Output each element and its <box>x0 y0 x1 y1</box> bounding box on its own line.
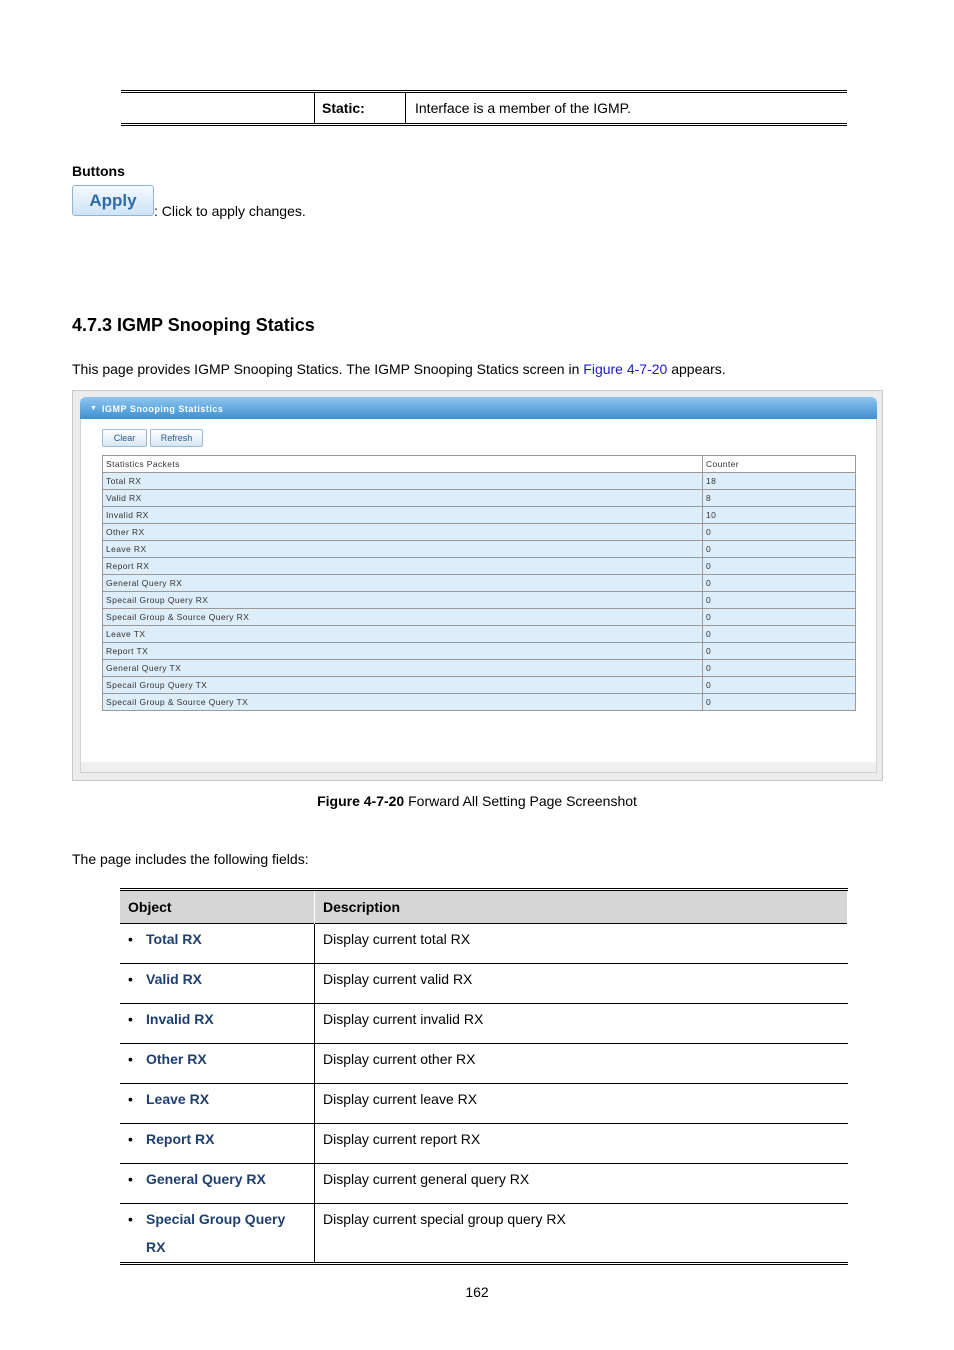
fields-row <box>120 1164 848 1204</box>
statistics-row <box>103 524 856 541</box>
top-table-empty-cell <box>121 93 315 123</box>
field-object <box>120 1124 315 1164</box>
statistics-counter-value: 0 <box>703 626 856 643</box>
apply-button[interactable]: Apply <box>72 185 154 216</box>
statistics-counter-value: 0 <box>703 609 856 626</box>
statistics-packet-name: Invalid RX <box>103 507 703 524</box>
intro-text-after: appears. <box>667 361 726 377</box>
statistics-packet-name: General Query RX <box>103 575 703 592</box>
bullet-icon: • <box>128 1011 133 1027</box>
fields-row <box>120 1124 848 1164</box>
bullet-icon: • <box>128 971 133 987</box>
field-description: Display current valid RX <box>315 964 848 1004</box>
caption-figure-number: Figure 4-7-20 <box>317 793 405 809</box>
field-object <box>120 964 315 1004</box>
field-object-label: Special Group Query RX <box>146 1211 286 1255</box>
field-description: Display current invalid RX <box>315 1004 848 1044</box>
statistics-row <box>103 541 856 558</box>
statistics-packet-name: Leave TX <box>103 626 703 643</box>
apply-description: : Click to apply changes. <box>154 203 306 219</box>
refresh-button[interactable]: Refresh <box>150 429 203 447</box>
panel-header[interactable] <box>80 397 877 419</box>
statistics-packet-name: Leave RX <box>103 541 703 558</box>
bullet-icon: • <box>128 1171 133 1187</box>
field-object <box>120 1084 315 1124</box>
statistics-packet-name: Report TX <box>103 643 703 660</box>
field-object <box>120 1204 315 1263</box>
statistics-row <box>103 677 856 694</box>
collapse-triangle-icon[interactable]: ▼ <box>90 405 98 412</box>
statistics-header-packets: Statistics Packets <box>103 456 703 473</box>
bullet-icon: • <box>128 1131 133 1147</box>
field-description: Display current general query RX <box>315 1164 848 1204</box>
statistics-row <box>103 575 856 592</box>
section-title: 4.7.3 IGMP Snooping Statics <box>72 315 315 335</box>
statistics-header-counter: Counter <box>703 456 856 473</box>
statistics-counter-value: 18 <box>703 473 856 490</box>
top-table <box>121 90 847 126</box>
statistics-row <box>103 490 856 507</box>
statistics-packet-name: Specail Group Query RX <box>103 592 703 609</box>
bullet-icon: • <box>128 1091 133 1107</box>
bullet-icon: • <box>128 931 133 947</box>
panel-title: IGMP Snooping Statistics <box>102 404 224 414</box>
fields-row <box>120 1204 848 1263</box>
statistics-row <box>103 558 856 575</box>
statistics-row <box>103 592 856 609</box>
statistics-counter-value: 0 <box>703 524 856 541</box>
field-object <box>120 1044 315 1084</box>
statistics-counter-value: 0 <box>703 677 856 694</box>
field-object-label: Other RX <box>146 1051 207 1067</box>
buttons-heading: Buttons <box>72 163 125 179</box>
field-object-label: Report RX <box>146 1131 215 1147</box>
field-description: Display current total RX <box>315 924 848 964</box>
fields-table <box>120 888 848 1265</box>
statistics-counter-value: 0 <box>703 694 856 711</box>
statistics-counter-value: 8 <box>703 490 856 507</box>
fields-header-object: Object <box>120 891 315 924</box>
fields-row <box>120 1084 848 1124</box>
caption-text: Forward All Setting Page Screenshot <box>404 793 637 809</box>
field-object-label: Total RX <box>146 931 202 947</box>
field-object <box>120 1164 315 1204</box>
panel-footer <box>81 762 876 772</box>
bullet-icon: • <box>128 1211 133 1227</box>
statistics-row <box>103 507 856 524</box>
field-object-label: General Query RX <box>146 1171 266 1187</box>
statistics-packet-name: Specail Group & Source Query TX <box>103 694 703 711</box>
field-object <box>120 924 315 964</box>
intro-paragraph <box>72 361 726 377</box>
statistics-row <box>103 609 856 626</box>
statistics-packet-name: Specail Group Query TX <box>103 677 703 694</box>
fields-header-description: Description <box>315 891 848 924</box>
statistics-row <box>103 643 856 660</box>
statistics-packet-name: Report RX <box>103 558 703 575</box>
statistics-counter-value: 0 <box>703 558 856 575</box>
statistics-counter-value: 0 <box>703 592 856 609</box>
statistics-row <box>103 626 856 643</box>
statistics-counter-value: 0 <box>703 575 856 592</box>
fields-row <box>120 964 848 1004</box>
statistics-row <box>103 473 856 490</box>
field-description: Display current other RX <box>315 1044 848 1084</box>
figure-link[interactable]: Figure 4-7-20 <box>583 361 668 377</box>
figure-caption <box>0 793 954 809</box>
statistics-packet-name: Total RX <box>103 473 703 490</box>
intro-text-before: This page provides IGMP Snooping Statics. The IGMP Snooping Statics screen in <box>72 361 584 377</box>
screenshot-panel <box>72 390 883 781</box>
field-object-label: Invalid RX <box>146 1011 214 1027</box>
bullet-icon: • <box>128 1051 133 1067</box>
clear-button[interactable]: Clear <box>102 429 147 447</box>
statistics-table <box>102 455 856 711</box>
page-number: 162 <box>465 1284 489 1300</box>
statistics-counter-value: 0 <box>703 660 856 677</box>
field-description: Display current leave RX <box>315 1084 848 1124</box>
statistics-row <box>103 694 856 711</box>
top-table-description: Interface is a member of the IGMP. <box>415 100 632 116</box>
statistics-packet-name: General Query TX <box>103 660 703 677</box>
fields-intro: The page includes the following fields: <box>72 851 309 867</box>
statistics-counter-value: 0 <box>703 541 856 558</box>
fields-row <box>120 1044 848 1084</box>
statistics-packet-name: Valid RX <box>103 490 703 507</box>
field-object-label: Leave RX <box>146 1091 210 1107</box>
statistics-packet-name: Other RX <box>103 524 703 541</box>
fields-row <box>120 1004 848 1044</box>
fields-header-row <box>120 891 848 924</box>
statistics-row <box>103 660 856 677</box>
statistics-counter-value: 0 <box>703 643 856 660</box>
top-table-label: Static: <box>315 93 406 123</box>
field-description: Display current report RX <box>315 1124 848 1164</box>
statistics-header-row <box>103 456 856 473</box>
field-object-label: Valid RX <box>146 971 203 987</box>
panel-body <box>80 419 877 773</box>
statistics-counter-value: 10 <box>703 507 856 524</box>
statistics-packet-name: Specail Group & Source Query RX <box>103 609 703 626</box>
field-object <box>120 1004 315 1044</box>
field-description: Display current special group query RX <box>315 1204 848 1263</box>
fields-row <box>120 924 848 964</box>
